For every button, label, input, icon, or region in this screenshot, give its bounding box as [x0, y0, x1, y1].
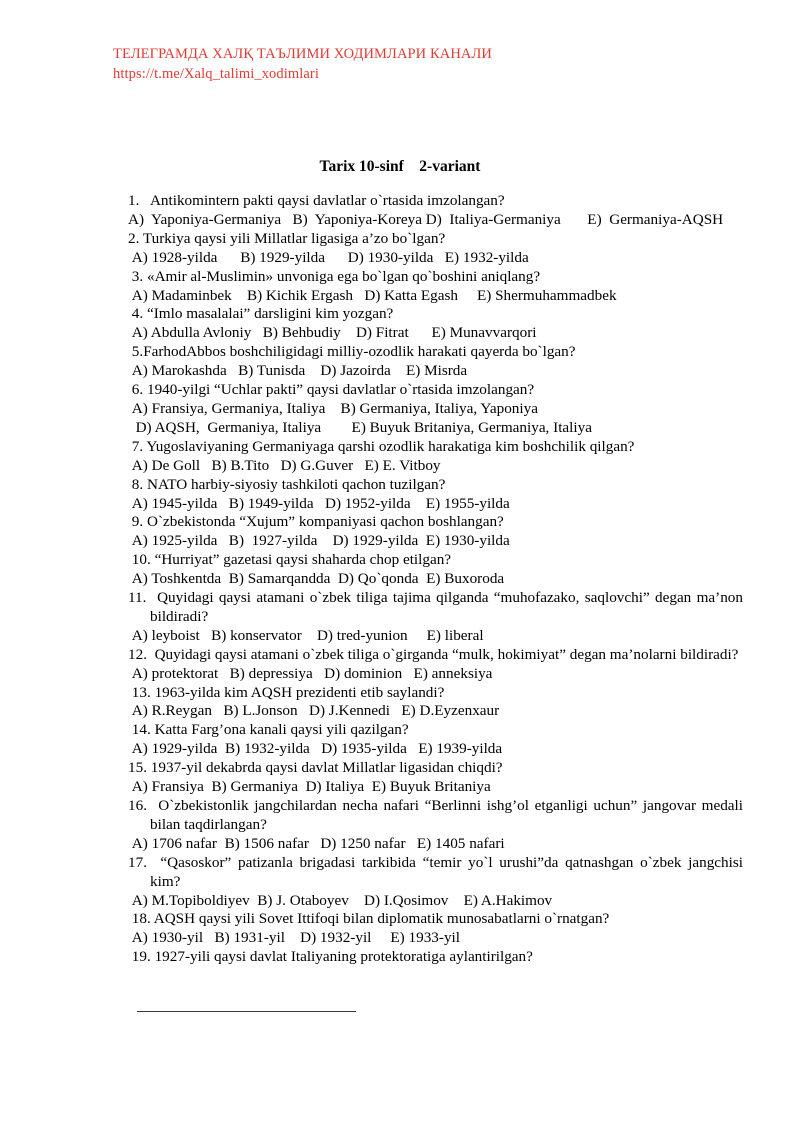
question-17-text: 17. “Qasoskor” patizanla brigadasi tarkibida “temir yo`l urushi”da qatnashgan o`zbek jangchisi kim?	[128, 853, 747, 890]
question-1-text: 1. Antikomintern pakti qaysi davlatlar o`rtasida imzolangan?	[128, 192, 505, 209]
question-3-options: A) Madaminbek B) Kichik Ergash D) Katta Egash E) Shermuhammadbek	[128, 286, 617, 304]
question-13-text: 13. 1963-yilda kim AQSH prezidenti etib saylandi?	[128, 683, 445, 701]
question-3-text: 3. «Amir al-Muslimin» unvoniga ega bo`lgan qo`boshini aniqlang?	[128, 267, 541, 285]
question-8-options: A) 1945-yilda B) 1949-yilda D) 1952-yilda E) 1955-yilda	[128, 494, 510, 512]
question-4-text: 4. “Imlo masalalai” darsligini kim yozgan?	[128, 305, 394, 323]
question-9-options: A) 1925-yilda B) 1927-yilda D) 1929-yilda E) 1930-yilda	[128, 532, 510, 550]
question-17-options: A) M.Topiboldiyev B) J. Otaboyev D) I.Qosimov E) A.Hakimov	[128, 891, 553, 909]
question-15-options: A) Fransiya B) Germaniya D) Italiya E) Buyuk Britaniya	[128, 778, 491, 796]
footnote-separator	[137, 1011, 356, 1012]
question-1-options: A) Yaponiya-Germaniya B) Yaponiya-Koreya D) Italiya-Germaniya E) Germaniya-AQSH	[128, 210, 724, 228]
telegram-channel-url[interactable]: https://t.me/Xalq_talimi_xodimlari	[113, 66, 319, 82]
telegram-channel-header	[113, 44, 733, 84]
question-list	[128, 192, 747, 967]
question-18-options: A) 1930-yil B) 1931-yil D) 1932-yil E) 1933-yil	[128, 929, 460, 947]
question-5-text: 5.FarhodAbbos boshchiligidagi milliy-ozodlik harakati qayerda bo`lgan?	[128, 343, 576, 361]
question-18-text: 18. AQSH qaysi yili Sovet Ittifoqi bilan diplomatik munosabatlarni o`rnatgan?	[128, 910, 610, 928]
question-6-text: 6. 1940-yilgi “Uchlar pakti” qaysi davlatlar o`rtasida imzolangan?	[128, 381, 535, 399]
question-6-options-row1: A) Fransiya, Germaniya, Italiya B) Germaniya, Italiya, Yaponiya	[128, 399, 538, 417]
page-title: Tarix 10-sinf 2-variant	[319, 158, 481, 175]
question-14-options: A) 1929-yilda B) 1932-yilda D) 1935-yilda E) 1939-yilda	[128, 740, 503, 758]
telegram-channel-title: ТЕЛЕГРАМДА ХАЛҚ ТАЪЛИМИ ХОДИМЛАРИ КАНАЛИ	[113, 46, 492, 62]
question-6-options-row2: D) AQSH, Germaniya, Italiya E) Buyuk Britaniya, Germaniya, Italiya	[128, 418, 592, 436]
question-19-text: 19. 1927-yili qaysi davlat Italiyaning protektoratiga aylantirilgan?	[128, 948, 533, 966]
question-2-options: A) 1928-yilda B) 1929-yilda D) 1930-yilda E) 1932-yilda	[128, 248, 529, 266]
question-4-options: A) Abdulla Avloniy B) Behbudiy D) Fitrat E) Munavvarqori	[128, 324, 537, 342]
question-14-text: 14. Katta Farg’ona kanali qaysi yili qazilgan?	[128, 721, 409, 739]
question-16-text: 16. O`zbekistonlik jangchilardan necha nafari “Berlinni ishg’ol etganligi uchun” jangovar medali bilan taqdirlangan?	[128, 797, 747, 833]
question-5-options: A) Marokashda B) Tunisda D) Jazoirda E) Misrda	[128, 362, 468, 380]
question-7-options: A) De Goll B) B.Tito D) G.Guver E) E. Vitboy	[128, 456, 441, 474]
question-9-text: 9. O`zbekistonda “Xujum” kompaniyasi qachon boshlangan?	[128, 513, 504, 531]
question-12-text: 12. Quyidagi qaysi atamani o`zbek tiliga o`girganda “mulk, hokimiyat” degan ma’nolarni bildiradi?	[128, 645, 739, 663]
question-12-options: A) protektorat B) depressiya D) dominion E) anneksiya	[128, 664, 493, 682]
question-11-text: 11. Quyidagi qaysi atamani o`zbek tiliga tajima qilganda “muhofazako, saqlovchi” degan ma’non bildiradi?	[128, 589, 747, 625]
question-15-text: 15. 1937-yil dekabrda qaysi davlat Millatlar ligasidan chiqdi?	[128, 759, 503, 777]
question-10-options: A) Toshkentda B) Samarqandda D) Qo`qonda E) Buxoroda	[128, 570, 505, 588]
question-11-options: A) leyboist B) konservator D) tred-yunion E) liberal	[128, 626, 484, 644]
question-13-options: A) R.Reygan B) L.Jonson D) J.Kennedi E) D.Eyzenxaur	[128, 702, 500, 720]
question-10-text: 10. “Hurriyat” gazetasi qaysi shaharda chop etilgan?	[128, 551, 452, 569]
question-16-options: A) 1706 nafar B) 1506 nafar D) 1250 nafar E) 1405 nafari	[128, 834, 505, 852]
question-7-text: 7. Yugoslaviyaning Germaniyaga qarshi ozodlik harakatiga kim boshchilik qilgan?	[128, 437, 635, 455]
question-2-text: 2. Turkiya qaysi yili Millatlar ligasiga a’zo bo`lgan?	[128, 229, 446, 247]
question-8-text: 8. NATO harbiy-siyosiy tashkiloti qachon tuzilgan?	[128, 475, 446, 493]
